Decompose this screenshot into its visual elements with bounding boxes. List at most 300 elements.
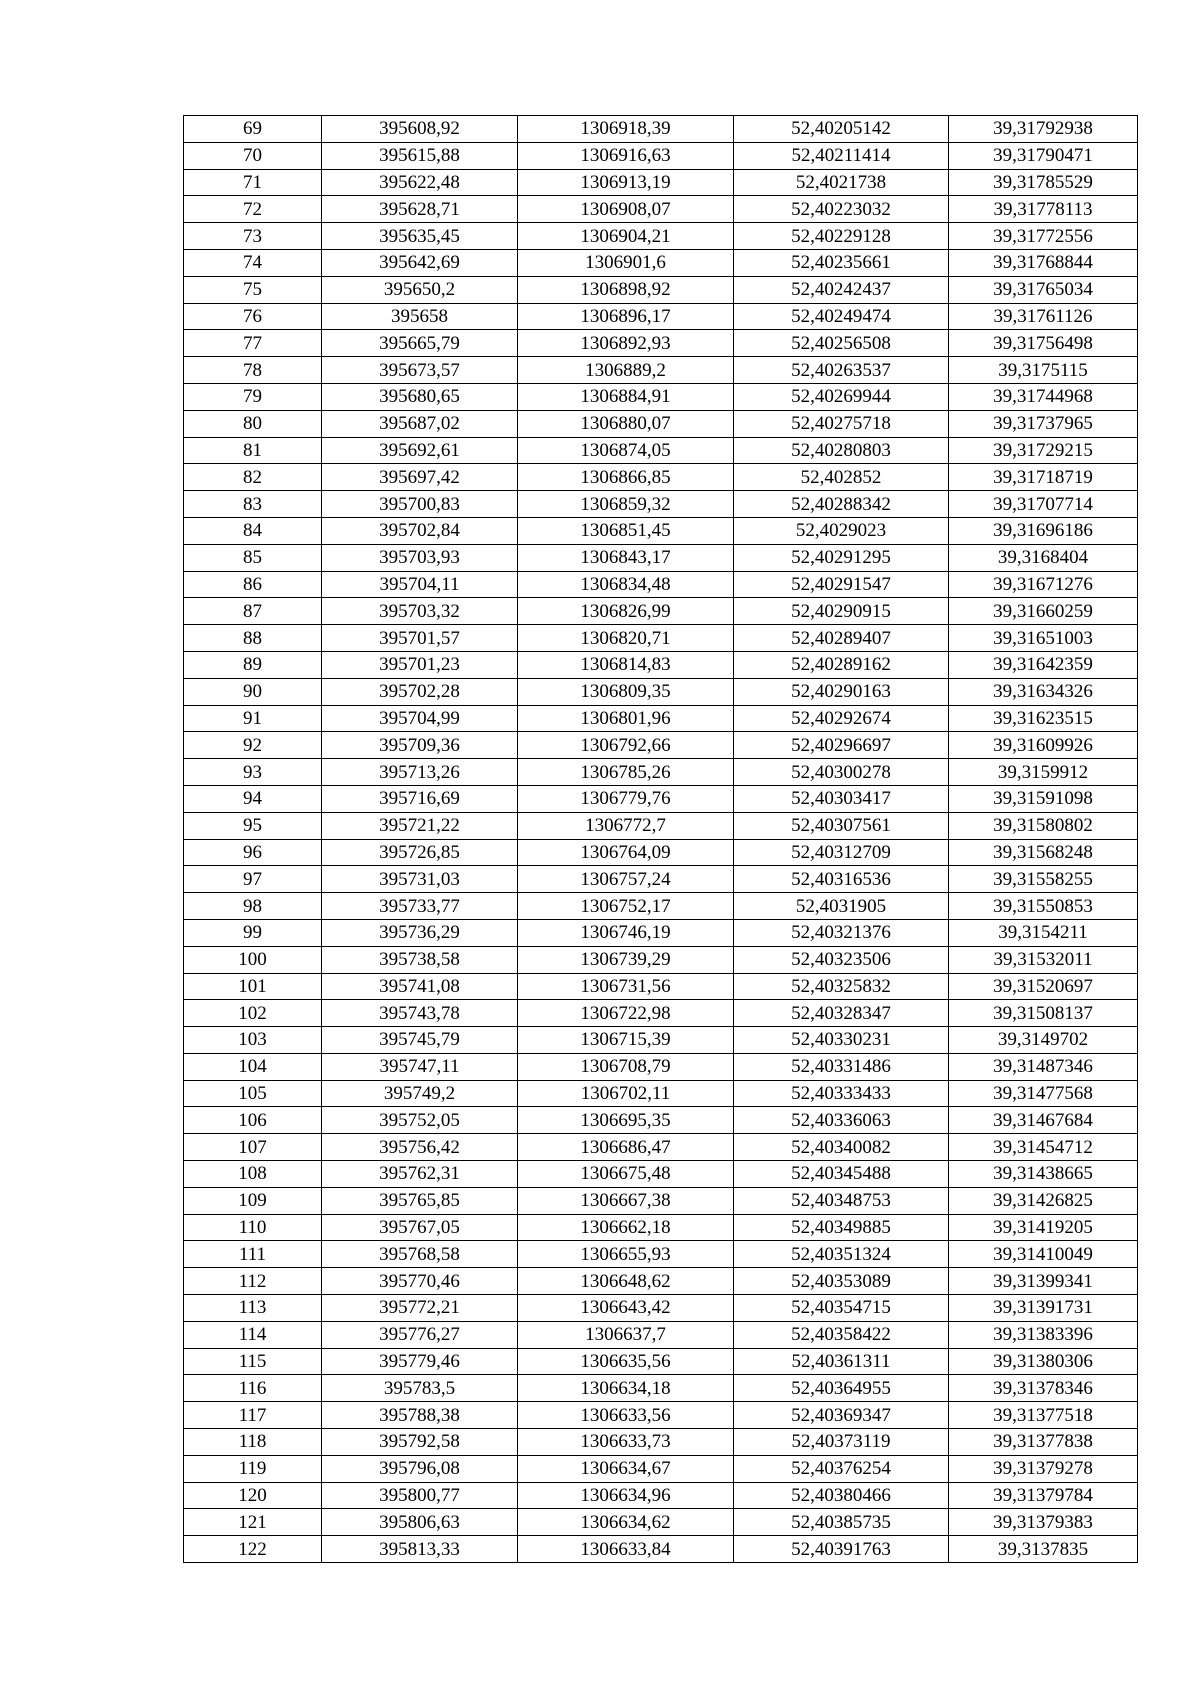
table-row bbox=[184, 1027, 1138, 1054]
point-number-cell: 77 bbox=[184, 330, 322, 357]
longitude-cell: 39,31377518 bbox=[949, 1402, 1138, 1429]
point-number-cell: 94 bbox=[184, 785, 322, 812]
table-row bbox=[184, 1268, 1138, 1295]
x-coordinate-cell: 395701,23 bbox=[322, 651, 518, 678]
point-number-cell: 72 bbox=[184, 196, 322, 223]
x-coordinate-cell: 395741,08 bbox=[322, 973, 518, 1000]
x-coordinate-cell: 395813,33 bbox=[322, 1536, 518, 1563]
table-row bbox=[184, 1482, 1138, 1509]
x-coordinate-cell: 395800,77 bbox=[322, 1482, 518, 1509]
point-number-cell: 99 bbox=[184, 919, 322, 946]
latitude-cell: 52,40290915 bbox=[734, 598, 949, 625]
longitude-cell: 39,3168404 bbox=[949, 544, 1138, 571]
longitude-cell: 39,31778113 bbox=[949, 196, 1138, 223]
x-coordinate-cell: 395788,38 bbox=[322, 1402, 518, 1429]
y-coordinate-cell: 1306675,48 bbox=[518, 1161, 734, 1188]
point-number-cell: 83 bbox=[184, 491, 322, 518]
y-coordinate-cell: 1306655,93 bbox=[518, 1241, 734, 1268]
longitude-cell: 39,31379278 bbox=[949, 1455, 1138, 1482]
latitude-cell: 52,40300278 bbox=[734, 759, 949, 786]
y-coordinate-cell: 1306695,35 bbox=[518, 1107, 734, 1134]
point-number-cell: 86 bbox=[184, 571, 322, 598]
point-number-cell: 110 bbox=[184, 1214, 322, 1241]
longitude-cell: 39,31609926 bbox=[949, 732, 1138, 759]
latitude-cell: 52,4021738 bbox=[734, 169, 949, 196]
point-number-cell: 89 bbox=[184, 651, 322, 678]
y-coordinate-cell: 1306851,45 bbox=[518, 517, 734, 544]
longitude-cell: 39,31765034 bbox=[949, 276, 1138, 303]
x-coordinate-cell: 395628,71 bbox=[322, 196, 518, 223]
latitude-cell: 52,40351324 bbox=[734, 1241, 949, 1268]
longitude-cell: 39,31642359 bbox=[949, 651, 1138, 678]
x-coordinate-cell: 395702,84 bbox=[322, 517, 518, 544]
point-number-cell: 117 bbox=[184, 1402, 322, 1429]
latitude-cell: 52,4029023 bbox=[734, 517, 949, 544]
x-coordinate-cell: 395726,85 bbox=[322, 839, 518, 866]
point-number-cell: 120 bbox=[184, 1482, 322, 1509]
table-row bbox=[184, 1134, 1138, 1161]
longitude-cell: 39,31772556 bbox=[949, 223, 1138, 250]
table-row bbox=[184, 544, 1138, 571]
point-number-cell: 113 bbox=[184, 1295, 322, 1322]
longitude-cell: 39,31520697 bbox=[949, 973, 1138, 1000]
x-coordinate-cell: 395700,83 bbox=[322, 491, 518, 518]
latitude-cell: 52,40391763 bbox=[734, 1536, 949, 1563]
table-row bbox=[184, 1375, 1138, 1402]
x-coordinate-cell: 395709,36 bbox=[322, 732, 518, 759]
y-coordinate-cell: 1306757,24 bbox=[518, 866, 734, 893]
table-row bbox=[184, 1214, 1138, 1241]
latitude-cell: 52,40364955 bbox=[734, 1375, 949, 1402]
table-row bbox=[184, 1107, 1138, 1134]
latitude-cell: 52,40321376 bbox=[734, 919, 949, 946]
x-coordinate-cell: 395650,2 bbox=[322, 276, 518, 303]
x-coordinate-cell: 395721,22 bbox=[322, 812, 518, 839]
x-coordinate-cell: 395704,99 bbox=[322, 705, 518, 732]
longitude-cell: 39,31558255 bbox=[949, 866, 1138, 893]
latitude-cell: 52,40336063 bbox=[734, 1107, 949, 1134]
latitude-cell: 52,4031905 bbox=[734, 893, 949, 920]
x-coordinate-cell: 395796,08 bbox=[322, 1455, 518, 1482]
latitude-cell: 52,40256508 bbox=[734, 330, 949, 357]
latitude-cell: 52,40249474 bbox=[734, 303, 949, 330]
y-coordinate-cell: 1306702,11 bbox=[518, 1080, 734, 1107]
x-coordinate-cell: 395703,93 bbox=[322, 544, 518, 571]
point-number-cell: 109 bbox=[184, 1187, 322, 1214]
y-coordinate-cell: 1306643,42 bbox=[518, 1295, 734, 1322]
y-coordinate-cell: 1306908,07 bbox=[518, 196, 734, 223]
latitude-cell: 52,40296697 bbox=[734, 732, 949, 759]
table-row bbox=[184, 1509, 1138, 1536]
latitude-cell: 52,40290163 bbox=[734, 678, 949, 705]
longitude-cell: 39,31380306 bbox=[949, 1348, 1138, 1375]
y-coordinate-cell: 1306772,7 bbox=[518, 812, 734, 839]
longitude-cell: 39,3159912 bbox=[949, 759, 1138, 786]
y-coordinate-cell: 1306880,07 bbox=[518, 410, 734, 437]
table-row bbox=[184, 785, 1138, 812]
point-number-cell: 87 bbox=[184, 598, 322, 625]
longitude-cell: 39,31718719 bbox=[949, 464, 1138, 491]
y-coordinate-cell: 1306731,56 bbox=[518, 973, 734, 1000]
x-coordinate-cell: 395743,78 bbox=[322, 1000, 518, 1027]
longitude-cell: 39,31790471 bbox=[949, 142, 1138, 169]
y-coordinate-cell: 1306667,38 bbox=[518, 1187, 734, 1214]
x-coordinate-cell: 395736,29 bbox=[322, 919, 518, 946]
longitude-cell: 39,31660259 bbox=[949, 598, 1138, 625]
table-row bbox=[184, 142, 1138, 169]
latitude-cell: 52,40229128 bbox=[734, 223, 949, 250]
table-row bbox=[184, 1000, 1138, 1027]
table-row bbox=[184, 491, 1138, 518]
x-coordinate-cell: 395703,32 bbox=[322, 598, 518, 625]
y-coordinate-cell: 1306916,63 bbox=[518, 142, 734, 169]
table-row bbox=[184, 598, 1138, 625]
x-coordinate-cell: 395658 bbox=[322, 303, 518, 330]
point-number-cell: 73 bbox=[184, 223, 322, 250]
longitude-cell: 39,31591098 bbox=[949, 785, 1138, 812]
longitude-cell: 39,31634326 bbox=[949, 678, 1138, 705]
longitude-cell: 39,3137835 bbox=[949, 1536, 1138, 1563]
table-row bbox=[184, 1295, 1138, 1322]
y-coordinate-cell: 1306814,83 bbox=[518, 651, 734, 678]
latitude-cell: 52,40312709 bbox=[734, 839, 949, 866]
latitude-cell: 52,40289162 bbox=[734, 651, 949, 678]
y-coordinate-cell: 1306634,96 bbox=[518, 1482, 734, 1509]
longitude-cell: 39,31391731 bbox=[949, 1295, 1138, 1322]
y-coordinate-cell: 1306892,93 bbox=[518, 330, 734, 357]
longitude-cell: 39,31379383 bbox=[949, 1509, 1138, 1536]
point-number-cell: 79 bbox=[184, 383, 322, 410]
longitude-cell: 39,3175115 bbox=[949, 357, 1138, 384]
point-number-cell: 88 bbox=[184, 625, 322, 652]
longitude-cell: 39,31467684 bbox=[949, 1107, 1138, 1134]
longitude-cell: 39,31454712 bbox=[949, 1134, 1138, 1161]
x-coordinate-cell: 395704,11 bbox=[322, 571, 518, 598]
longitude-cell: 39,31623515 bbox=[949, 705, 1138, 732]
latitude-cell: 52,40205142 bbox=[734, 116, 949, 143]
table-row bbox=[184, 812, 1138, 839]
y-coordinate-cell: 1306708,79 bbox=[518, 1053, 734, 1080]
longitude-cell: 39,31419205 bbox=[949, 1214, 1138, 1241]
table-row bbox=[184, 759, 1138, 786]
longitude-cell: 39,31744968 bbox=[949, 383, 1138, 410]
y-coordinate-cell: 1306633,73 bbox=[518, 1429, 734, 1456]
y-coordinate-cell: 1306826,99 bbox=[518, 598, 734, 625]
y-coordinate-cell: 1306662,18 bbox=[518, 1214, 734, 1241]
y-coordinate-cell: 1306889,2 bbox=[518, 357, 734, 384]
x-coordinate-cell: 395747,11 bbox=[322, 1053, 518, 1080]
x-coordinate-cell: 395733,77 bbox=[322, 893, 518, 920]
longitude-cell: 39,3149702 bbox=[949, 1027, 1138, 1054]
latitude-cell: 52,40333433 bbox=[734, 1080, 949, 1107]
latitude-cell: 52,40328347 bbox=[734, 1000, 949, 1027]
y-coordinate-cell: 1306904,21 bbox=[518, 223, 734, 250]
point-number-cell: 70 bbox=[184, 142, 322, 169]
point-number-cell: 97 bbox=[184, 866, 322, 893]
x-coordinate-cell: 395768,58 bbox=[322, 1241, 518, 1268]
x-coordinate-cell: 395622,48 bbox=[322, 169, 518, 196]
longitude-cell: 39,31426825 bbox=[949, 1187, 1138, 1214]
x-coordinate-cell: 395779,46 bbox=[322, 1348, 518, 1375]
longitude-cell: 39,31383396 bbox=[949, 1321, 1138, 1348]
point-number-cell: 69 bbox=[184, 116, 322, 143]
table-row bbox=[184, 946, 1138, 973]
latitude-cell: 52,40373119 bbox=[734, 1429, 949, 1456]
table-row bbox=[184, 517, 1138, 544]
y-coordinate-cell: 1306686,47 bbox=[518, 1134, 734, 1161]
table-row bbox=[184, 1053, 1138, 1080]
point-number-cell: 100 bbox=[184, 946, 322, 973]
latitude-cell: 52,40348753 bbox=[734, 1187, 949, 1214]
y-coordinate-cell: 1306634,67 bbox=[518, 1455, 734, 1482]
y-coordinate-cell: 1306715,39 bbox=[518, 1027, 734, 1054]
y-coordinate-cell: 1306913,19 bbox=[518, 169, 734, 196]
x-coordinate-cell: 395692,61 bbox=[322, 437, 518, 464]
x-coordinate-cell: 395687,02 bbox=[322, 410, 518, 437]
y-coordinate-cell: 1306901,6 bbox=[518, 249, 734, 276]
x-coordinate-cell: 395615,88 bbox=[322, 142, 518, 169]
point-number-cell: 106 bbox=[184, 1107, 322, 1134]
point-number-cell: 91 bbox=[184, 705, 322, 732]
latitude-cell: 52,40291547 bbox=[734, 571, 949, 598]
latitude-cell: 52,40211414 bbox=[734, 142, 949, 169]
table-row bbox=[184, 303, 1138, 330]
latitude-cell: 52,40369347 bbox=[734, 1402, 949, 1429]
y-coordinate-cell: 1306809,35 bbox=[518, 678, 734, 705]
point-number-cell: 93 bbox=[184, 759, 322, 786]
point-number-cell: 84 bbox=[184, 517, 322, 544]
table-row bbox=[184, 464, 1138, 491]
x-coordinate-cell: 395783,5 bbox=[322, 1375, 518, 1402]
latitude-cell: 52,40376254 bbox=[734, 1455, 949, 1482]
y-coordinate-cell: 1306746,19 bbox=[518, 919, 734, 946]
longitude-cell: 39,31785529 bbox=[949, 169, 1138, 196]
y-coordinate-cell: 1306785,26 bbox=[518, 759, 734, 786]
y-coordinate-cell: 1306884,91 bbox=[518, 383, 734, 410]
x-coordinate-cell: 395713,26 bbox=[322, 759, 518, 786]
table-row bbox=[184, 893, 1138, 920]
point-number-cell: 78 bbox=[184, 357, 322, 384]
table-row bbox=[184, 249, 1138, 276]
y-coordinate-cell: 1306635,56 bbox=[518, 1348, 734, 1375]
y-coordinate-cell: 1306896,17 bbox=[518, 303, 734, 330]
point-number-cell: 101 bbox=[184, 973, 322, 1000]
y-coordinate-cell: 1306633,56 bbox=[518, 1402, 734, 1429]
table-row bbox=[184, 1241, 1138, 1268]
y-coordinate-cell: 1306634,62 bbox=[518, 1509, 734, 1536]
latitude-cell: 52,40361311 bbox=[734, 1348, 949, 1375]
table-row bbox=[184, 705, 1138, 732]
latitude-cell: 52,40288342 bbox=[734, 491, 949, 518]
point-number-cell: 118 bbox=[184, 1429, 322, 1456]
x-coordinate-cell: 395776,27 bbox=[322, 1321, 518, 1348]
table-row bbox=[184, 383, 1138, 410]
latitude-cell: 52,40263537 bbox=[734, 357, 949, 384]
longitude-cell: 39,31379784 bbox=[949, 1482, 1138, 1509]
x-coordinate-cell: 395697,42 bbox=[322, 464, 518, 491]
point-number-cell: 76 bbox=[184, 303, 322, 330]
point-number-cell: 107 bbox=[184, 1134, 322, 1161]
y-coordinate-cell: 1306779,76 bbox=[518, 785, 734, 812]
table-row bbox=[184, 571, 1138, 598]
point-number-cell: 102 bbox=[184, 1000, 322, 1027]
latitude-cell: 52,40380466 bbox=[734, 1482, 949, 1509]
x-coordinate-cell: 395673,57 bbox=[322, 357, 518, 384]
table-row bbox=[184, 1161, 1138, 1188]
longitude-cell: 39,31707714 bbox=[949, 491, 1138, 518]
longitude-cell: 39,31399341 bbox=[949, 1268, 1138, 1295]
table-row bbox=[184, 839, 1138, 866]
longitude-cell: 39,31761126 bbox=[949, 303, 1138, 330]
latitude-cell: 52,40292674 bbox=[734, 705, 949, 732]
x-coordinate-cell: 395756,42 bbox=[322, 1134, 518, 1161]
latitude-cell: 52,40331486 bbox=[734, 1053, 949, 1080]
latitude-cell: 52,40358422 bbox=[734, 1321, 949, 1348]
y-coordinate-cell: 1306792,66 bbox=[518, 732, 734, 759]
x-coordinate-cell: 395770,46 bbox=[322, 1268, 518, 1295]
point-number-cell: 119 bbox=[184, 1455, 322, 1482]
latitude-cell: 52,40349885 bbox=[734, 1214, 949, 1241]
table-row bbox=[184, 625, 1138, 652]
latitude-cell: 52,40330231 bbox=[734, 1027, 949, 1054]
x-coordinate-cell: 395702,28 bbox=[322, 678, 518, 705]
x-coordinate-cell: 395642,69 bbox=[322, 249, 518, 276]
table-row bbox=[184, 410, 1138, 437]
latitude-cell: 52,40325832 bbox=[734, 973, 949, 1000]
x-coordinate-cell: 395701,57 bbox=[322, 625, 518, 652]
y-coordinate-cell: 1306634,18 bbox=[518, 1375, 734, 1402]
latitude-cell: 52,40340082 bbox=[734, 1134, 949, 1161]
y-coordinate-cell: 1306801,96 bbox=[518, 705, 734, 732]
y-coordinate-cell: 1306874,05 bbox=[518, 437, 734, 464]
longitude-cell: 39,31768844 bbox=[949, 249, 1138, 276]
x-coordinate-cell: 395762,31 bbox=[322, 1161, 518, 1188]
y-coordinate-cell: 1306637,7 bbox=[518, 1321, 734, 1348]
point-number-cell: 98 bbox=[184, 893, 322, 920]
latitude-cell: 52,40303417 bbox=[734, 785, 949, 812]
latitude-cell: 52,40354715 bbox=[734, 1295, 949, 1322]
x-coordinate-cell: 395806,63 bbox=[322, 1509, 518, 1536]
table-row bbox=[184, 330, 1138, 357]
x-coordinate-cell: 395749,2 bbox=[322, 1080, 518, 1107]
latitude-cell: 52,40289407 bbox=[734, 625, 949, 652]
y-coordinate-cell: 1306859,32 bbox=[518, 491, 734, 518]
longitude-cell: 39,31580802 bbox=[949, 812, 1138, 839]
y-coordinate-cell: 1306752,17 bbox=[518, 893, 734, 920]
longitude-cell: 39,31737965 bbox=[949, 410, 1138, 437]
longitude-cell: 39,31477568 bbox=[949, 1080, 1138, 1107]
longitude-cell: 39,31438665 bbox=[949, 1161, 1138, 1188]
point-number-cell: 81 bbox=[184, 437, 322, 464]
y-coordinate-cell: 1306648,62 bbox=[518, 1268, 734, 1295]
longitude-cell: 39,31729215 bbox=[949, 437, 1138, 464]
longitude-cell: 39,31532011 bbox=[949, 946, 1138, 973]
point-number-cell: 90 bbox=[184, 678, 322, 705]
point-number-cell: 105 bbox=[184, 1080, 322, 1107]
x-coordinate-cell: 395665,79 bbox=[322, 330, 518, 357]
longitude-cell: 39,31550853 bbox=[949, 893, 1138, 920]
x-coordinate-cell: 395765,85 bbox=[322, 1187, 518, 1214]
point-number-cell: 80 bbox=[184, 410, 322, 437]
table-row bbox=[184, 1402, 1138, 1429]
point-number-cell: 103 bbox=[184, 1027, 322, 1054]
table-row bbox=[184, 919, 1138, 946]
y-coordinate-cell: 1306834,48 bbox=[518, 571, 734, 598]
point-number-cell: 122 bbox=[184, 1536, 322, 1563]
point-number-cell: 116 bbox=[184, 1375, 322, 1402]
point-number-cell: 108 bbox=[184, 1161, 322, 1188]
table-row bbox=[184, 169, 1138, 196]
table-row bbox=[184, 223, 1138, 250]
y-coordinate-cell: 1306898,92 bbox=[518, 276, 734, 303]
latitude-cell: 52,40323506 bbox=[734, 946, 949, 973]
longitude-cell: 39,31671276 bbox=[949, 571, 1138, 598]
x-coordinate-cell: 395767,05 bbox=[322, 1214, 518, 1241]
latitude-cell: 52,40275718 bbox=[734, 410, 949, 437]
latitude-cell: 52,40385735 bbox=[734, 1509, 949, 1536]
longitude-cell: 39,31508137 bbox=[949, 1000, 1138, 1027]
x-coordinate-cell: 395745,79 bbox=[322, 1027, 518, 1054]
latitude-cell: 52,40223032 bbox=[734, 196, 949, 223]
table-row bbox=[184, 973, 1138, 1000]
y-coordinate-cell: 1306722,98 bbox=[518, 1000, 734, 1027]
point-number-cell: 112 bbox=[184, 1268, 322, 1295]
y-coordinate-cell: 1306739,29 bbox=[518, 946, 734, 973]
point-number-cell: 71 bbox=[184, 169, 322, 196]
longitude-cell: 39,31377838 bbox=[949, 1429, 1138, 1456]
x-coordinate-cell: 395772,21 bbox=[322, 1295, 518, 1322]
coordinates-table-body bbox=[184, 116, 1138, 1563]
point-number-cell: 75 bbox=[184, 276, 322, 303]
x-coordinate-cell: 395752,05 bbox=[322, 1107, 518, 1134]
longitude-cell: 39,31378346 bbox=[949, 1375, 1138, 1402]
longitude-cell: 39,31792938 bbox=[949, 116, 1138, 143]
point-number-cell: 115 bbox=[184, 1348, 322, 1375]
point-number-cell: 104 bbox=[184, 1053, 322, 1080]
longitude-cell: 39,31568248 bbox=[949, 839, 1138, 866]
y-coordinate-cell: 1306843,17 bbox=[518, 544, 734, 571]
latitude-cell: 52,40269944 bbox=[734, 383, 949, 410]
point-number-cell: 111 bbox=[184, 1241, 322, 1268]
table-row bbox=[184, 732, 1138, 759]
latitude-cell: 52,402852 bbox=[734, 464, 949, 491]
point-number-cell: 82 bbox=[184, 464, 322, 491]
y-coordinate-cell: 1306918,39 bbox=[518, 116, 734, 143]
table-row bbox=[184, 678, 1138, 705]
latitude-cell: 52,40307561 bbox=[734, 812, 949, 839]
table-row bbox=[184, 196, 1138, 223]
x-coordinate-cell: 395680,65 bbox=[322, 383, 518, 410]
table-row bbox=[184, 116, 1138, 143]
y-coordinate-cell: 1306764,09 bbox=[518, 839, 734, 866]
x-coordinate-cell: 395738,58 bbox=[322, 946, 518, 973]
table-row bbox=[184, 357, 1138, 384]
table-row bbox=[184, 1080, 1138, 1107]
y-coordinate-cell: 1306866,85 bbox=[518, 464, 734, 491]
latitude-cell: 52,40353089 bbox=[734, 1268, 949, 1295]
latitude-cell: 52,40280803 bbox=[734, 437, 949, 464]
table-row bbox=[184, 866, 1138, 893]
longitude-cell: 39,31487346 bbox=[949, 1053, 1138, 1080]
latitude-cell: 52,40316536 bbox=[734, 866, 949, 893]
latitude-cell: 52,40242437 bbox=[734, 276, 949, 303]
longitude-cell: 39,31410049 bbox=[949, 1241, 1138, 1268]
x-coordinate-cell: 395608,92 bbox=[322, 116, 518, 143]
point-number-cell: 92 bbox=[184, 732, 322, 759]
table-row bbox=[184, 276, 1138, 303]
point-number-cell: 96 bbox=[184, 839, 322, 866]
table-row bbox=[184, 437, 1138, 464]
